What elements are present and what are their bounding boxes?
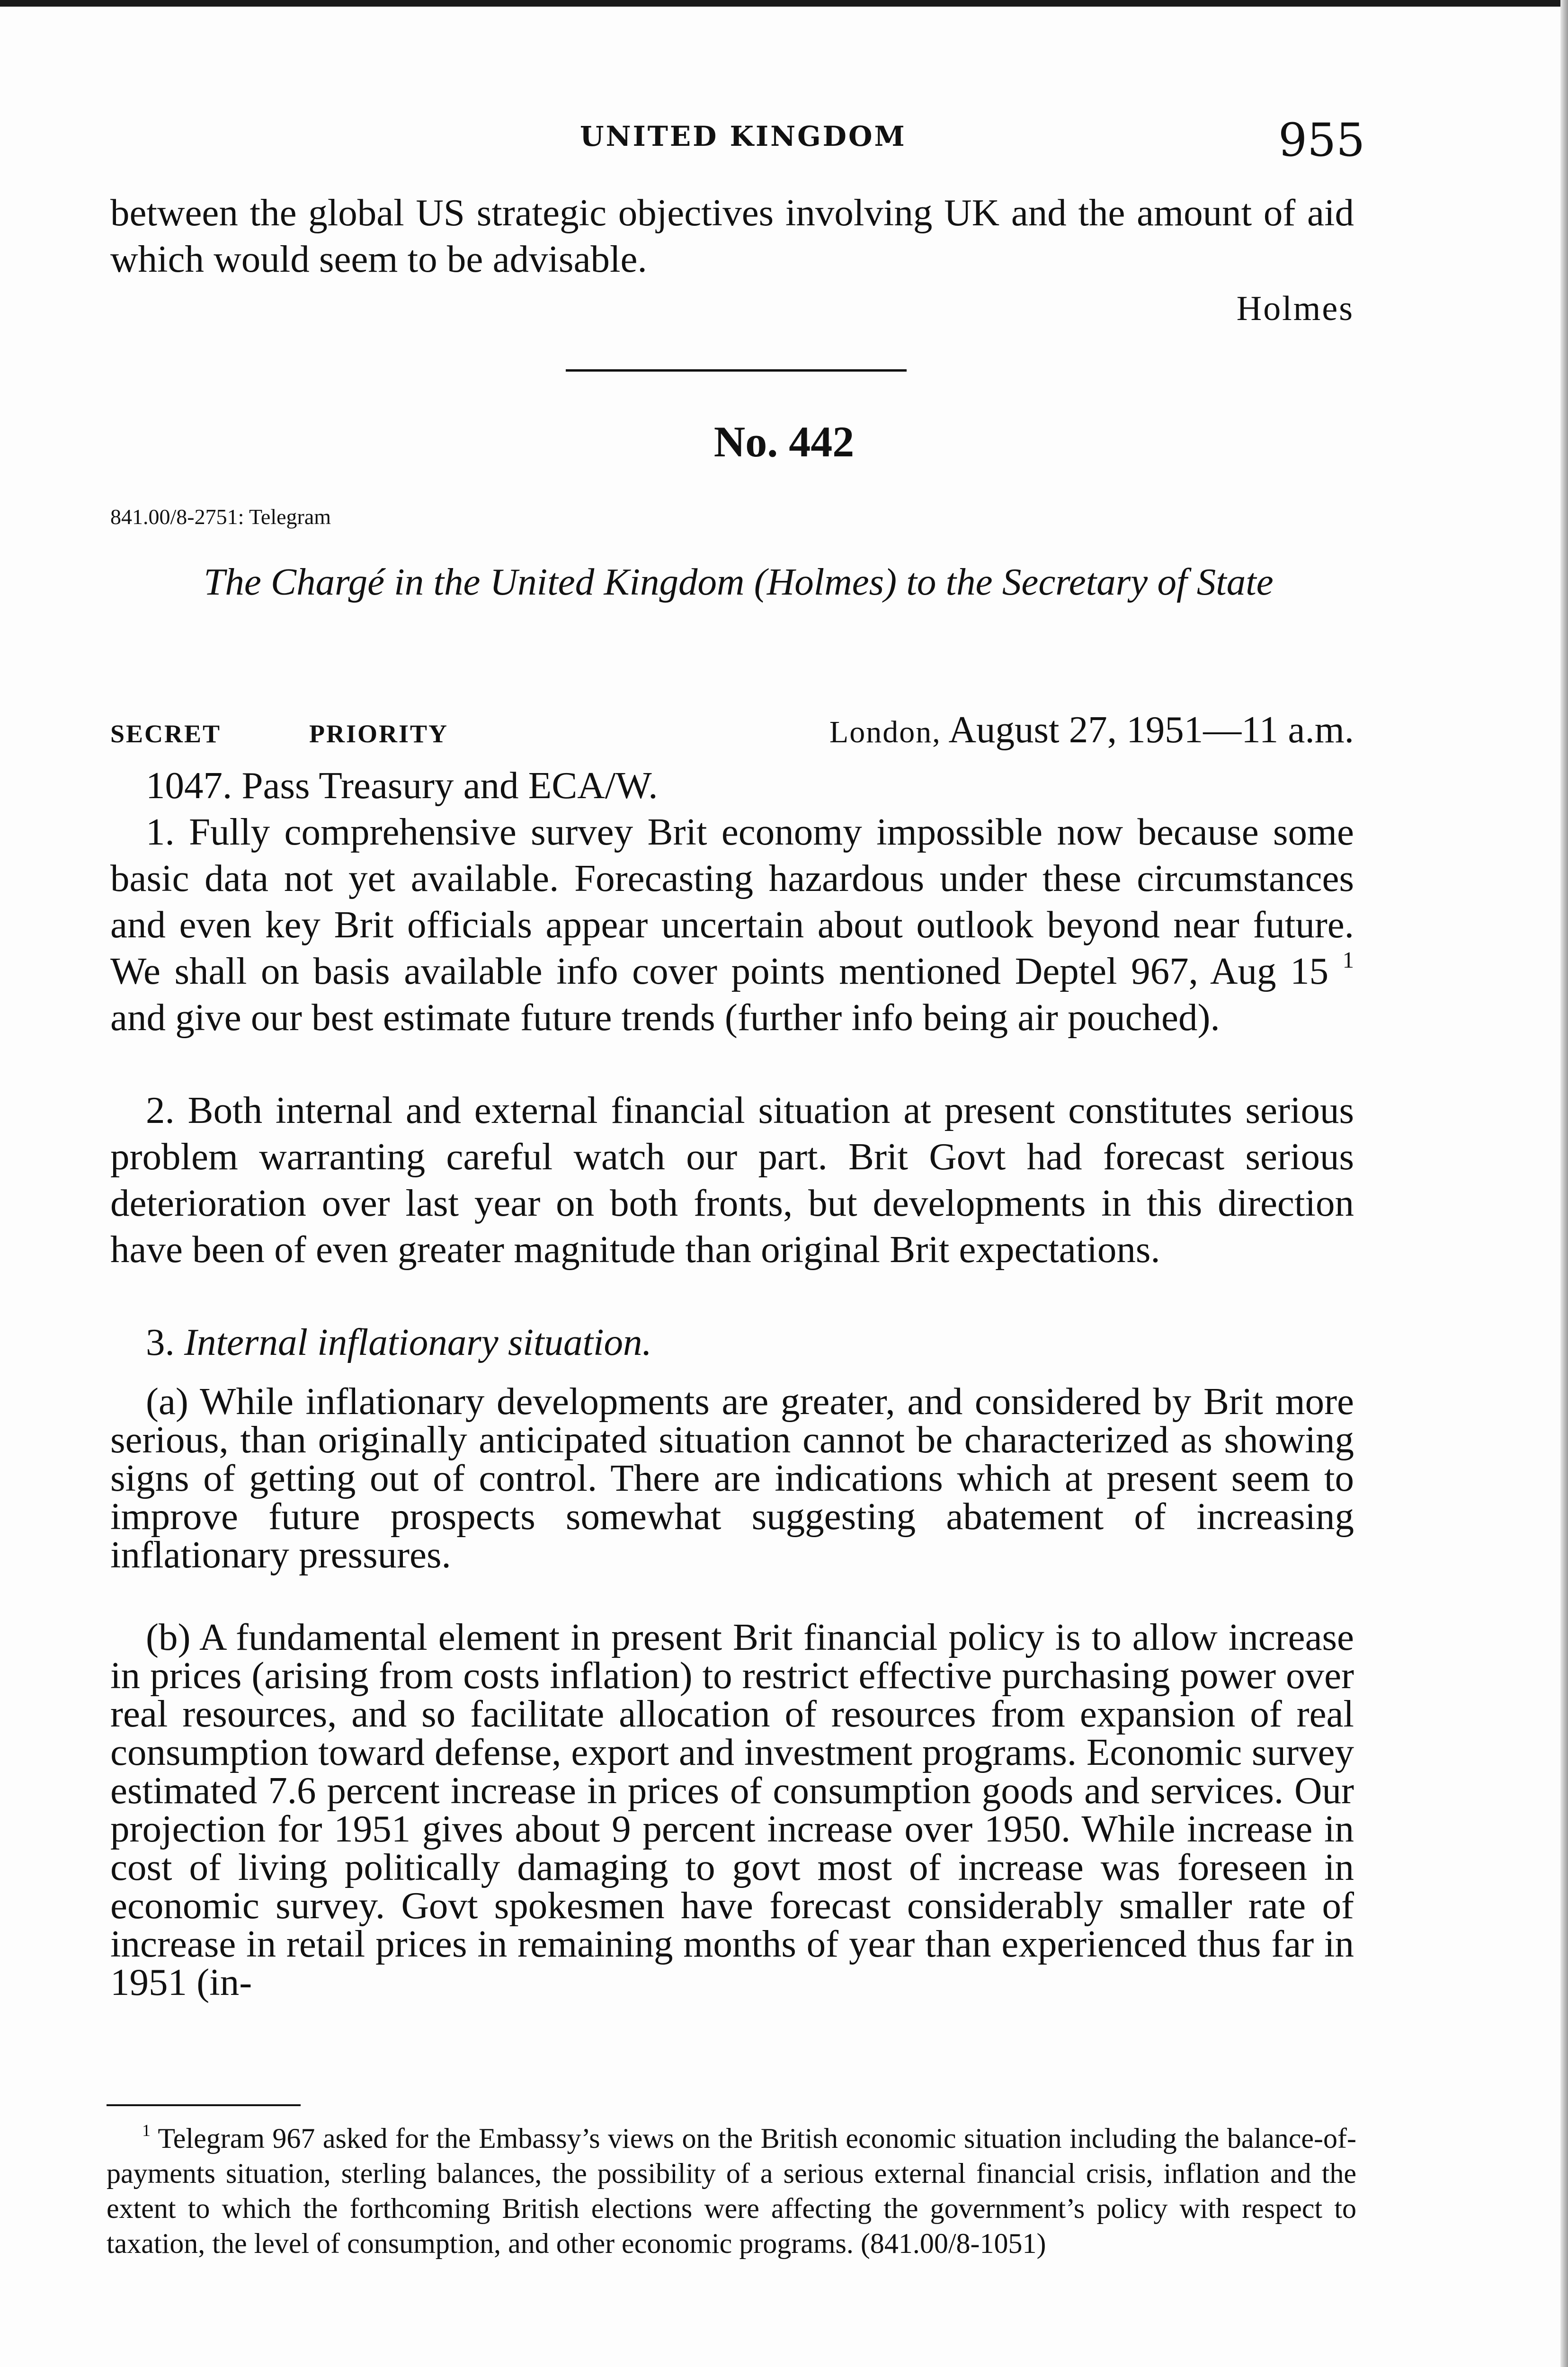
continued-paragraph: between the global US strategic objectives involving UK and the amount of aid which would seem to be advisable. — [110, 191, 1354, 280]
priority-label: PRIORITY — [309, 720, 449, 748]
document-title: The Chargé in the United Kingdom (Holmes) to the Secretary of State — [204, 561, 1274, 603]
scan-top-edge — [0, 0, 1568, 7]
section-divider — [566, 369, 907, 372]
paragraph-2: 2. Both internal and external financial situation at present constitutes serious problem warranting careful watch our part. Brit Govt had forecast serious deterioration over last year on both fronts, but developments in this direction have been of even greater magnitude than original Brit expectations. — [110, 1089, 1354, 1271]
paragraph-3b: (b) A fundamental element in present Brit financial policy is to allow increase in prices (arising from costs inflation) to restrict effective purchasing power over real resources, and so facilitate allocation of resources from expansion of real consumption toward defense, export and investment programs. Economic survey estimated 7.6 percent increase in prices of consumption goods and services. Our projection for 1951 gives about 9 percent increase over 1950. While increase in cost of living politically damaging to govt most of increase was foreseen in economic survey. Govt spokesmen have forecast considerably smaller rate of increase in retail prices in remaining months of year than experienced thus far in 1951 (in- — [110, 1616, 1354, 2003]
running-head-title: UNITED KINGDOM — [580, 120, 907, 152]
paragraph-3a: (a) While inflationary developments are greater, and considered by Brit more serious, than originally anticipated situation cannot be characterized as showing signs of getting out of control. There are indications which at present seem to improve future prospects somewhat suggesting abatement of increasing inflationary pressures. — [110, 1380, 1354, 1576]
footnote — [107, 2121, 1356, 2261]
paragraph-3-title: Internal inflationary situation. — [184, 1321, 652, 1363]
page-number: 955 — [1278, 114, 1365, 167]
paragraph-1-text-end: and give our best estimate future trends (further info being air pouched). — [110, 996, 1220, 1039]
file-reference: 841.00/8-2751: Telegram — [110, 505, 331, 529]
paragraph-1-text: 1. Fully comprehensive survey Brit economy impossible now because some basic data not yet available. Forecasting hazardous under these circumstances and even key Brit officials appear uncertain about outlook beyond near future. We shall on basis available info cover points mentioned Deptel 967, Aug 15 — [110, 810, 1354, 992]
telegram-header — [110, 708, 1354, 755]
paragraph-1 — [110, 809, 1354, 1041]
footnote-reference: 1 — [1342, 947, 1354, 973]
signature: Holmes — [1236, 289, 1354, 328]
running-head — [0, 114, 1568, 166]
paragraph-1047: 1047. Pass Treasury and ECA/W. — [146, 764, 658, 807]
scan-right-edge — [1560, 0, 1568, 2367]
dateline — [829, 708, 1354, 752]
document-number: No. 442 — [713, 418, 855, 466]
dateline-place: London, — [829, 715, 941, 749]
footnote-text: Telegram 967 asked for the Embassy’s views on the British economic situation including the balance-of-payments situation, sterling balances, the possibility of a serious external financial crisis, inflation and the extent to which the forthcoming British elections were affecting the government’s policy with respect to taxation, the level of consumption, and other economic programs. (841.00/8-1051) — [107, 2123, 1356, 2259]
footnote-divider — [107, 2104, 301, 2106]
paragraph-3-heading — [110, 1319, 1354, 1365]
classification-label: SECRET — [110, 720, 222, 748]
paragraph-3-number: 3. — [146, 1321, 184, 1363]
dateline-date: August 27, 1951—11 a.m. — [941, 708, 1354, 751]
footnote-marker: 1 — [142, 2120, 151, 2140]
